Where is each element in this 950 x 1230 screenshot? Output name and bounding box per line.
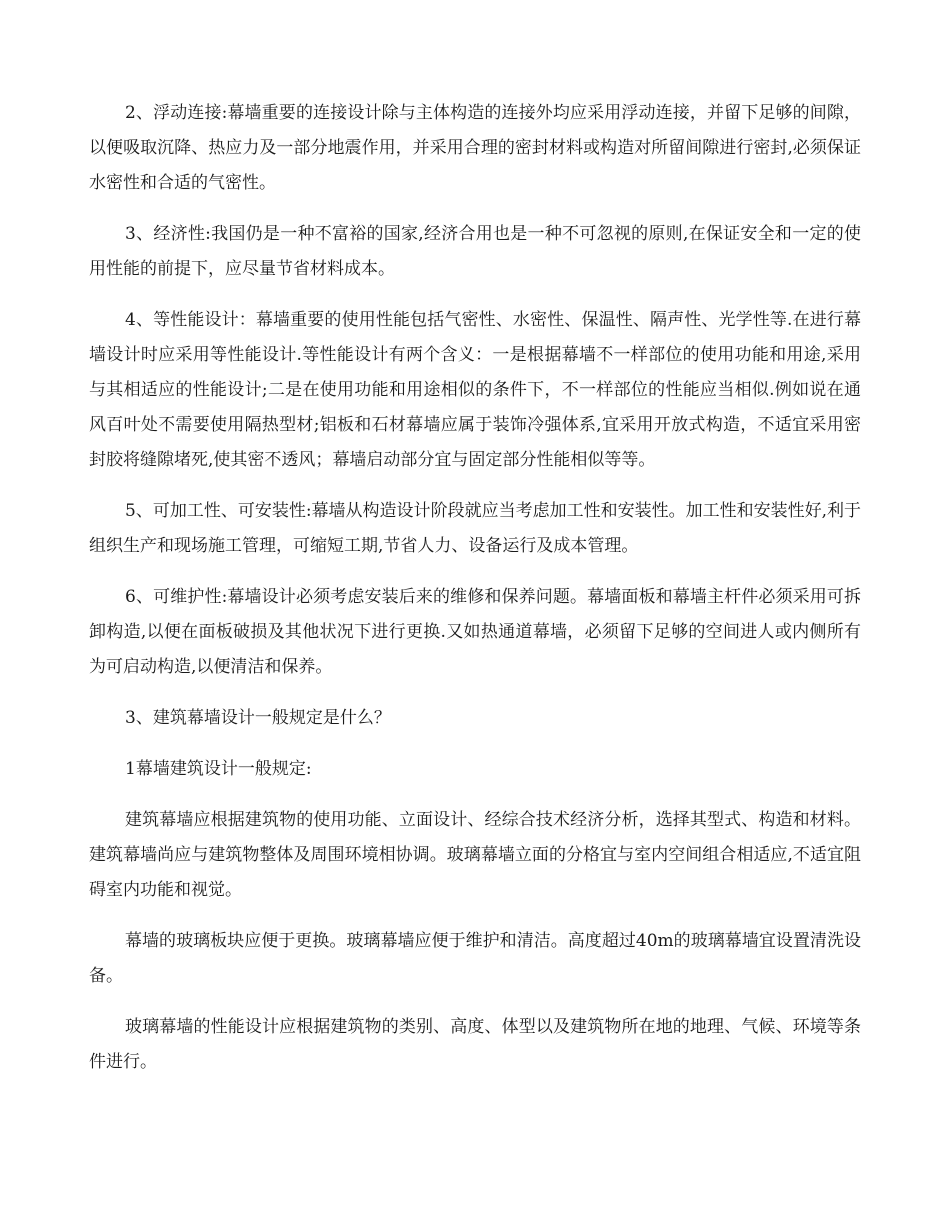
- document-body: [89, 96, 861, 1096]
- paragraph-equal-performance-design: 4、等性能设计：幕墙重要的使用性能包括气密性、水密性、保温性、隔声性、光学性等.在进行幕墙设计时应采用等性能设计.等性能设计有两个含义：一是根据幕墙不一样部位的使用功能和用途,采用与其相适应的性能设计;二是在使用功能和用途相似的条件下，不一样部位的性能应当相似.例如说在通风百叶处不需要使用隔热型材;铝板和石材幕墙应属于装饰冷强体系,宜采用开放式构造，不适宜采用密封胶将缝隙堵死,使其密不透风；幕墙启动部分宜与固定部分性能相似等等。: [89, 310, 861, 470]
- paragraph-maintainability: 6、可维护性:幕墙设计必须考虑安装后来的维修和保养问题。幕墙面板和幕墙主杆件必须采用可拆卸构造,以便在面板破损及其他状况下进行更换.又如热通道幕墙，必须留下足够的空间进人或内侧所有为可启动构造,以便清洁和保养。: [89, 587, 861, 677]
- section-question-heading: 3、建筑幕墙设计一般规定是什么？: [125, 708, 391, 728]
- paragraph-economy: 3、经济性:我国仍是一种不富裕的国家,经济合用也是一种不可忽视的原则,在保证安全和一定的使用性能的前提下，应尽量节省材料成本。: [89, 224, 861, 279]
- paragraph-processability-installability: 5、可加工性、可安装性:幕墙从构造设计阶段就应当考虑加工性和安装性。加工性和安装性好,利于组织生产和现场施工管理，可缩短工期,节省人力、设备运行及成本管理。: [89, 501, 861, 556]
- subsection-heading: 1幕墙建筑设计一般规定:: [125, 759, 312, 779]
- paragraph-general-rules: 建筑幕墙应根据建筑物的使用功能、立面设计、经综合技术经济分析，选择其型式、构造和材料。建筑幕墙尚应与建筑物整体及周围环境相协调。玻璃幕墙立面的分格宜与室内空间组合相适应,不适宜阻碍室内功能和视觉。: [89, 810, 861, 900]
- paragraph-floating-connection: 2、浮动连接:幕墙重要的连接设计除与主体构造的连接外均应采用浮动连接，并留下足够的间隙，以便吸取沉降、热应力及一部分地震作用，并采用合理的密封材料或构造对所留间隙进行密封,必须保证水密性和合适的气密性。: [89, 103, 861, 193]
- paragraph-glass-panel-replacement: 幕墙的玻璃板块应便于更换。玻璃幕墙应便于维护和清洁。高度超过40m的玻璃幕墙宜设置清洗设备。: [89, 931, 861, 986]
- paragraph-performance-design-conditions: 玻璃幕墙的性能设计应根据建筑物的类别、高度、体型以及建筑物所在地的地理、气候、环境等条件进行。: [89, 1017, 861, 1072]
